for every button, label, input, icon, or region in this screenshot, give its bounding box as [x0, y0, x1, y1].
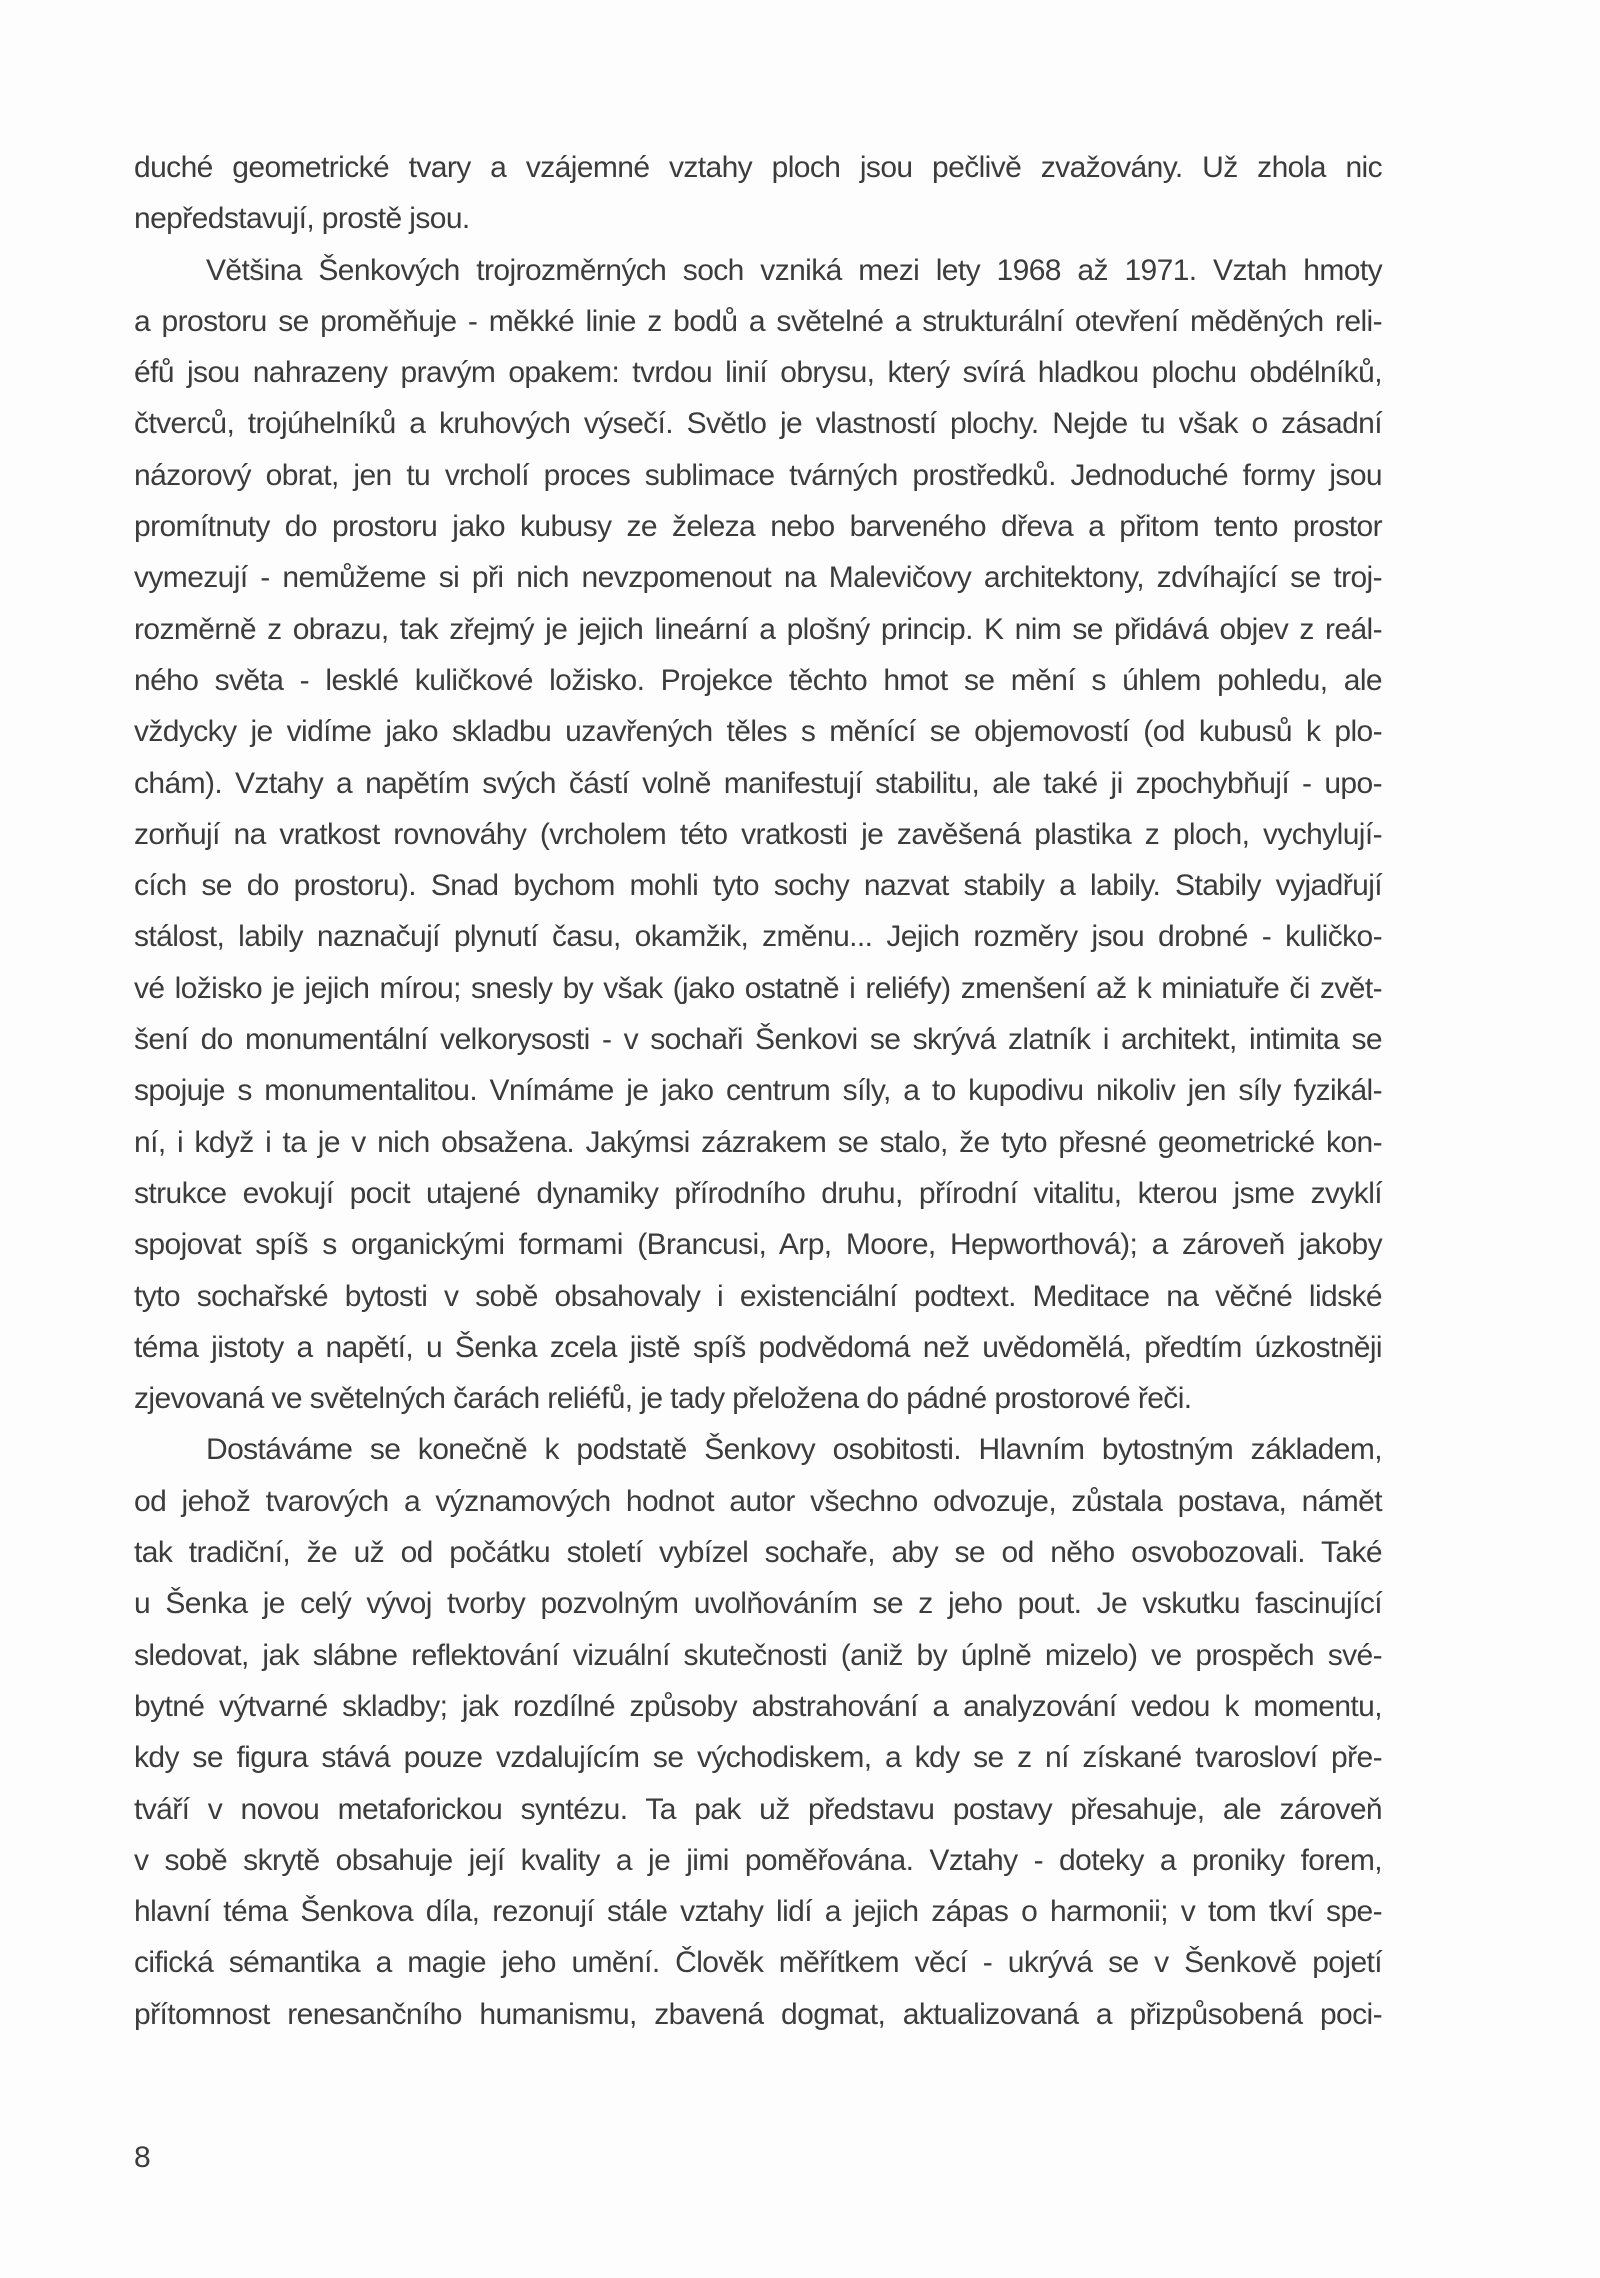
text-line: sledovat, jak slábne reflektování vizuální skutečnosti (aniž by úplně mizelo) ve prospěch své- — [134, 1638, 1382, 1672]
text-line: ní, i když i ta je v nich obsažena. Jakýmsi zázrakem se stalo, že tyto přesné geometrické kon- — [134, 1125, 1382, 1159]
text-line: názorový obrat, jen tu vrcholí proces sublimace tvárných prostředků. Jednoduché formy jsou — [134, 458, 1382, 492]
text-line: tyto sochařské bytosti v sobě obsahovaly i existenciální podtext. Meditace na věčné lidské — [134, 1279, 1382, 1313]
text-line: v sobě skrytě obsahuje její kvality a je jimi poměřována. Vztahy - doteky a proniky forem, — [134, 1843, 1382, 1877]
text-line: vymezují - nemůžeme si při nich nevzpomenout na Malevičovy architektony, zdvíhající se troj- — [134, 561, 1382, 595]
text-line: bytné výtvarné skladby; jak rozdílné způsoby abstrahování a analyzování vedou k momentu, — [134, 1689, 1382, 1723]
text-line: chám). Vztahy a napětím svých částí volně manifestují stabilitu, ale také ji zpochybňují - upo- — [134, 766, 1382, 800]
text-line: rozměrně z obrazu, tak zřejmý je jejich lineární a plošný princip. K nim se přidává objev z reál- — [134, 612, 1382, 646]
text-line: cifická sémantika a magie jeho umění. Člověk měřítkem věcí - ukrývá se v Šenkově pojetí — [134, 1946, 1382, 1980]
text-line: vždycky je vidíme jako skladbu uzavřených těles s měnící se objemovostí (od kubusů k plo- — [134, 715, 1382, 749]
text-line: přítomnost renesančního humanismu, zbavená dogmat, aktualizovaná a přizpůsobená poci- — [134, 1997, 1382, 2031]
text-line: éfů jsou nahrazeny pravým opakem: tvrdou linií obrysu, který svírá hladkou plochu obdélníků, — [134, 356, 1382, 390]
text-line: duché geometrické tvary a vzájemné vztahy ploch jsou pečlivě zvažovány. Už zhola nic — [134, 151, 1382, 184]
text-line: a prostoru se proměňuje - měkké linie z bodů a světelné a strukturální otevření měděných reli- — [134, 304, 1382, 338]
text-line: stálost, labily naznačují plynutí času, okamžik, změnu... Jejich rozměry jsou drobné - kuličko- — [134, 920, 1382, 954]
text-line: zjevovaná ve světelných čarách reliéfů, je tady přeložena do pádné prostorové řeči. — [134, 1382, 1192, 1416]
text-line: šení do monumentální velkorysosti - v sochaři Šenkovi se skrývá zlatník i architekt, intimita se — [134, 1023, 1382, 1057]
text-line: od jehož tvarových a významových hodnot autor všechno odvozuje, zůstala postava, námět — [134, 1484, 1382, 1518]
text-line: u Šenka je celý vývoj tvorby pozvolným uvolňováním se z jeho pout. Je vskutku fascinující — [134, 1587, 1382, 1621]
text-line: ného světa - lesklé kuličkové ložisko. Projekce těchto hmot se mění s úhlem pohledu, ale — [134, 663, 1382, 697]
text-line: kdy se figura stává pouze vzdalujícím se východiskem, a kdy se z ní získané tvarosloví pře- — [134, 1741, 1382, 1775]
text-line: strukce evokují pocit utajené dynamiky přírodního druhu, přírodní vitalitu, kterou jsme zvyklí — [134, 1176, 1382, 1210]
text-line: vé ložisko je jejich mírou; snesly by však (jako ostatně i reliéfy) zmenšení až k miniatuře či zvět- — [134, 971, 1382, 1005]
text-line: hlavní téma Šenkova díla, rezonují stále vztahy lidí a jejich zápas o harmonii; v tom tkví spe- — [134, 1895, 1382, 1929]
text-line: cích se do prostoru). Snad bychom mohli tyto sochy nazvat stabily a labily. Stabily vyjadřují — [134, 869, 1382, 903]
text-line: čtverců, trojúhelníků a kruhových výsečí. Světlo je vlastností plochy. Nejde tu však o zásadní — [134, 407, 1382, 441]
text-line: tak tradiční, že už od počátku století vybízel sochaře, aby se od něho osvobozovali. Také — [134, 1536, 1382, 1570]
text-line: spojovat spíš s organickými formami (Brancusi, Arp, Moore, Hepworthová); a zároveň jakoby — [134, 1228, 1382, 1262]
body-text — [134, 142, 1382, 2040]
text-line: Dostáváme se konečně k podstatě Šenkovy osobitosti. Hlavním bytostným základem, — [206, 1433, 1382, 1467]
text-line: promítnuty do prostoru jako kubusy ze železa nebo barveného dřeva a přitom tento prostor — [134, 510, 1382, 544]
text-line: nepředstavují, prostě jsou. — [134, 202, 470, 236]
text-line: spojuje s monumentalitou. Vnímáme je jako centrum síly, a to kupodivu nikoliv jen síly fyzikál- — [134, 1074, 1382, 1108]
text-line: Většina Šenkových trojrozměrných soch vzniká mezi lety 1968 až 1971. Vztah hmoty — [206, 253, 1382, 287]
text-line: téma jistoty a napětí, u Šenka zcela jistě spíš podvědomá než uvědomělá, předtím úzkostněji — [134, 1330, 1382, 1364]
text-line: tváří v novou metaforickou syntézu. Ta pak už představu postavy přesahuje, ale zároveň — [134, 1792, 1382, 1826]
page-number: 8 — [134, 2141, 151, 2174]
text-line: zorňují na vratkost rovnováhy (vrcholem této vratkosti je zavěšená plastika z ploch, vychylují- — [134, 817, 1382, 851]
